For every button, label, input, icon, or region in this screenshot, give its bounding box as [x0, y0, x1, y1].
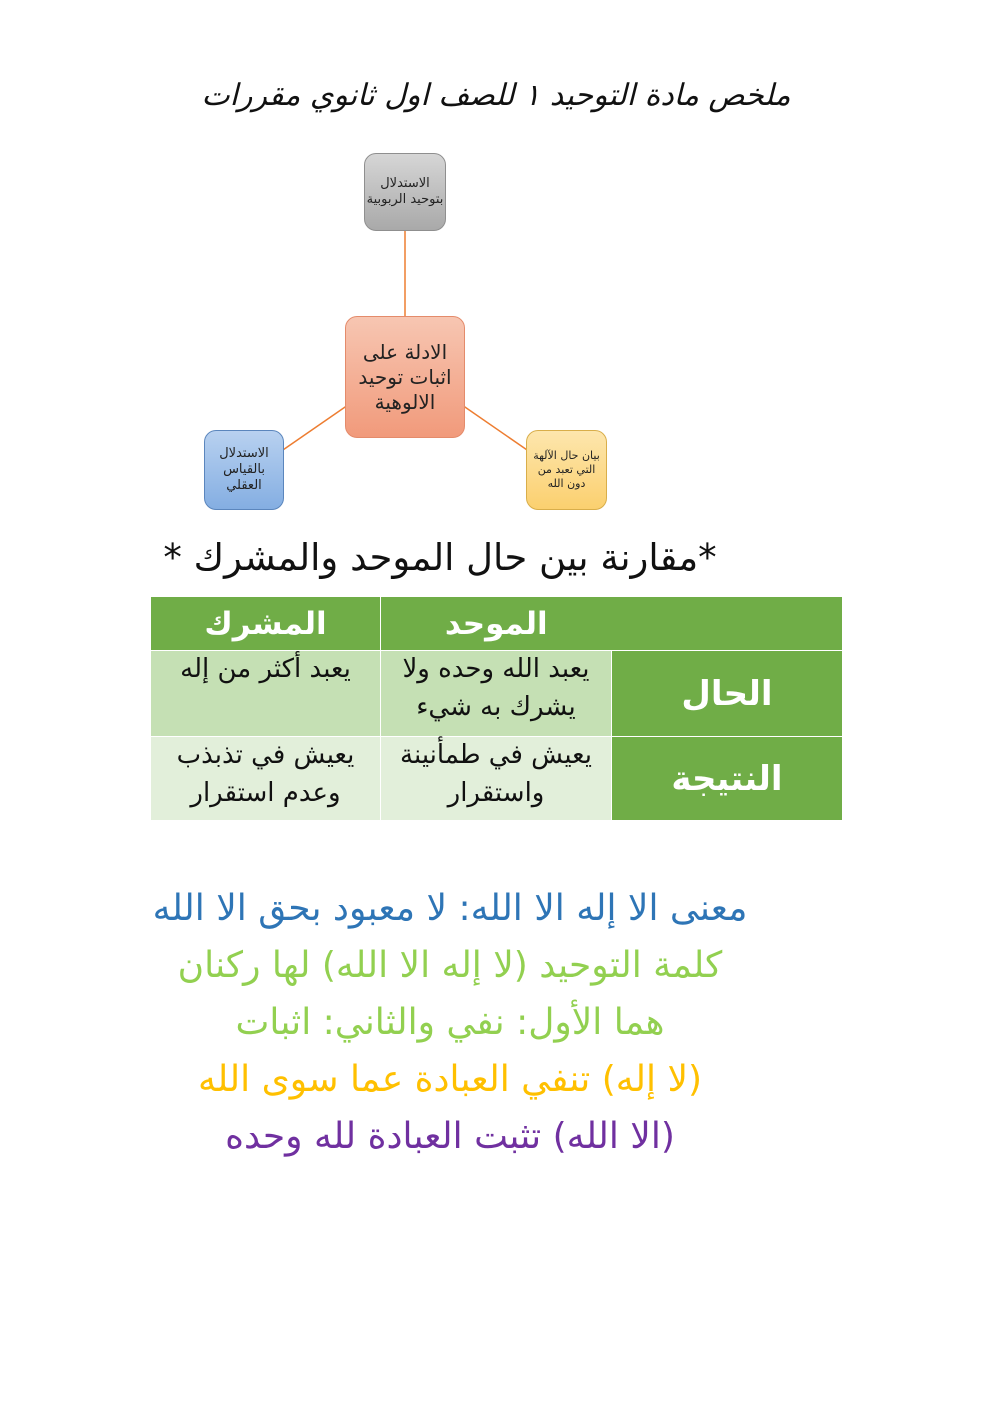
diagram-node-aliha [526, 430, 607, 510]
negation-line: (لا إله) تنفي العبادة عما سوى الله [197, 1059, 703, 1100]
cell-mushrik: يعبد أكثر من إله [151, 651, 381, 737]
comparison-heading: *مقارنة بين حال الموحد والمشرك * [163, 536, 717, 579]
node-label: الادلة على اثبات توحيد الالوهية [358, 339, 452, 414]
table-row [151, 651, 843, 737]
tawhid-explanation [100, 880, 800, 1165]
diagram-node-center [345, 316, 465, 438]
node-label: بيان حال الآلهة التي تعبد من دون الله [533, 449, 600, 490]
meaning-line: معنى الا إله الا الله: لا معبود بحق الا الله [152, 888, 748, 929]
table-header-row [151, 597, 843, 651]
pillars-line: كلمة التوحيد (لا إله الا الله) لها ركنان [177, 945, 723, 986]
node-label: الاستدلال بالقياس العقلي [219, 445, 269, 494]
table-row [151, 737, 843, 821]
comparison-table [150, 596, 843, 821]
row-label: النتيجة [612, 737, 843, 821]
document-title: ملخص مادة التوحيد ١ للصف اول ثانوي مقررات [201, 78, 791, 113]
cell-muwahhid: يعبد الله وحده ولا يشرك به شيء [381, 651, 612, 737]
node-label: الاستدلال بتوحيد الربوبية [366, 175, 444, 207]
cell-mushrik: يعيش في تذبذب وعدم استقرار [151, 737, 381, 821]
diagram-node-rububiyyah [364, 153, 446, 231]
affirmation-line: (الا الله) تثبت العبادة لله وحده [225, 1116, 675, 1157]
cell-muwahhid: يعيش في طمأنينة واستقرار [381, 737, 612, 821]
connector-left [280, 405, 348, 452]
row-label: الحال [612, 651, 843, 737]
header-muwahhid: الموحد [381, 597, 612, 651]
header-mushrik: المشرك [151, 597, 381, 651]
connector-right [462, 405, 530, 452]
header-empty [612, 597, 843, 651]
negation-affirmation-line: هما الأول: نفي والثاني: اثبات [235, 1002, 665, 1043]
diagram-node-qiyas [204, 430, 284, 510]
